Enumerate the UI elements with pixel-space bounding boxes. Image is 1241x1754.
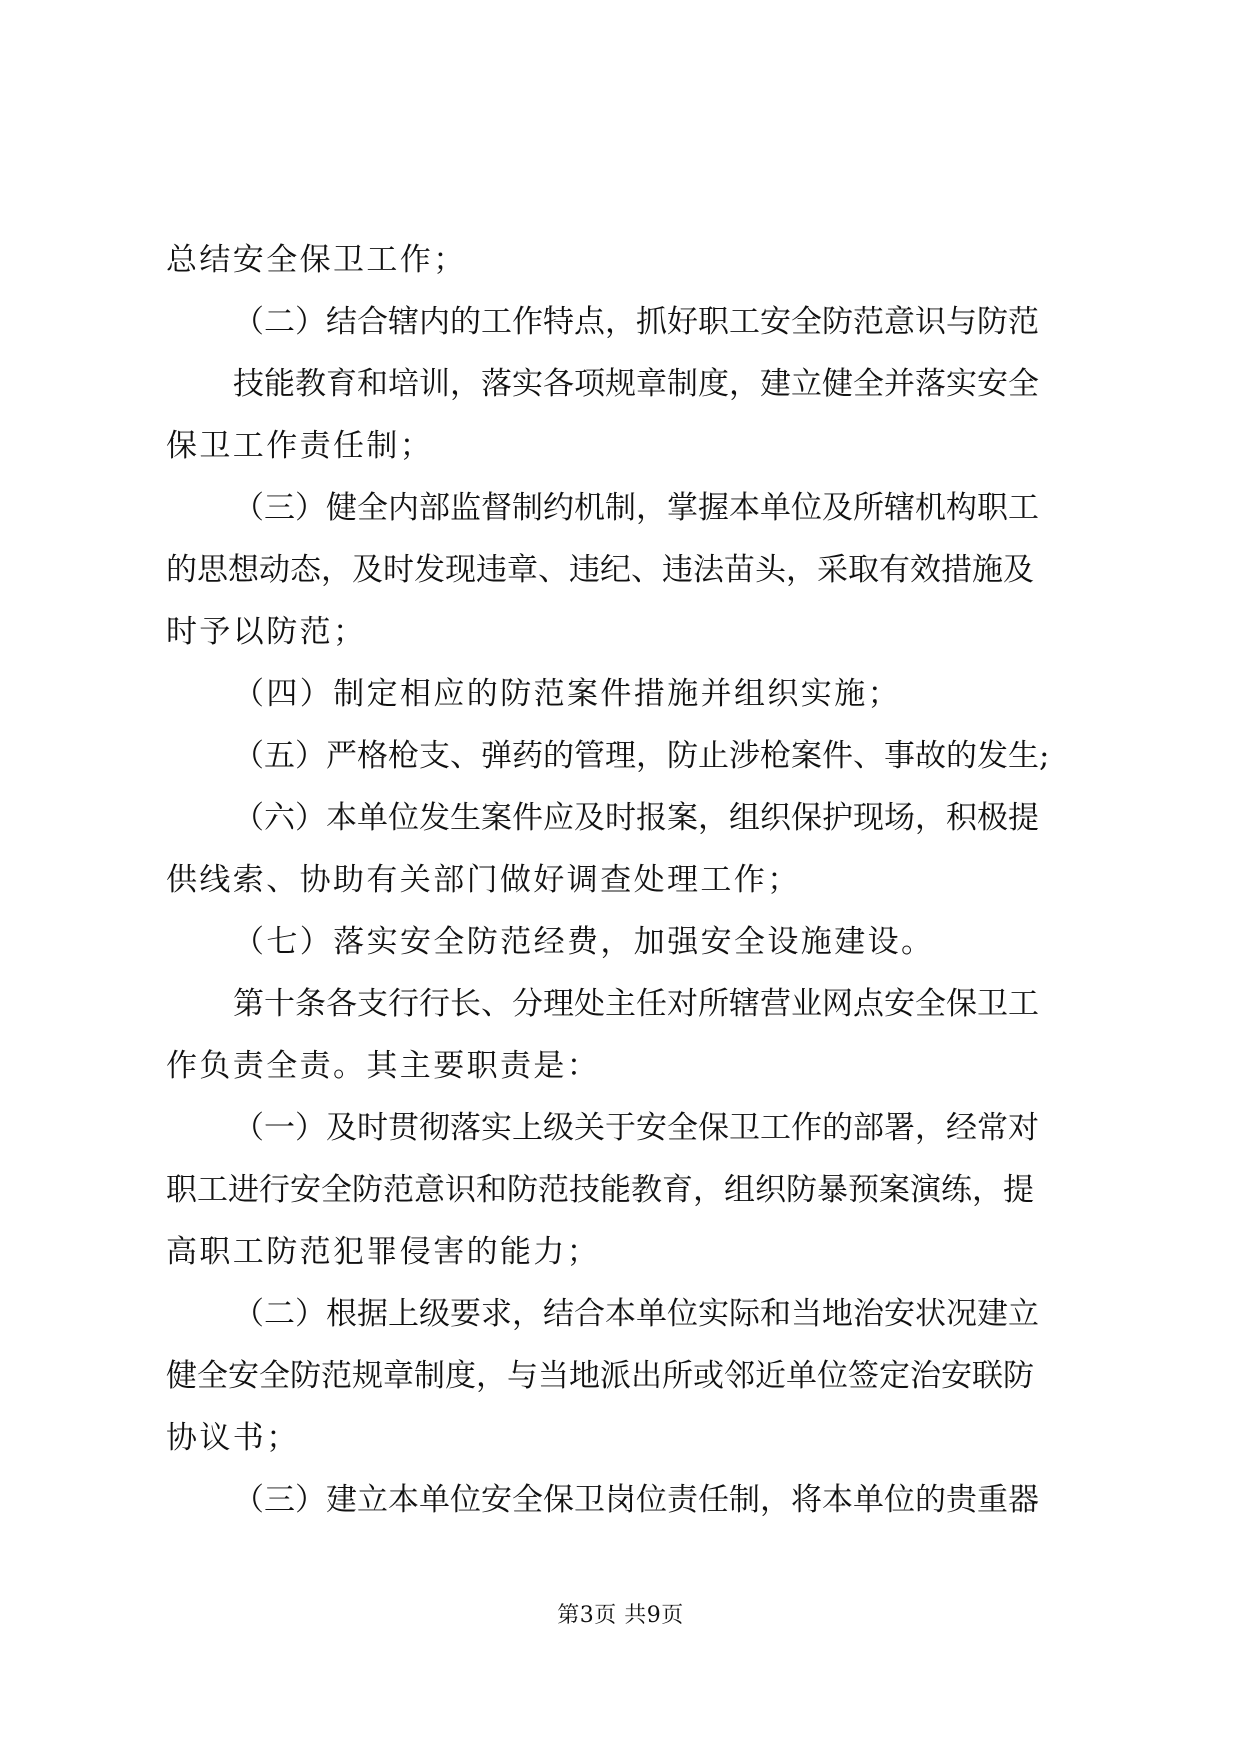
body-line: 作负责全责。其主要职责是： — [166, 1048, 601, 1084]
body-line: 职工进行安全防范意识和防范技能教育，组织防暴预案演练，提 — [166, 1172, 1034, 1208]
body-line: （三）健全内部监督制约机制，掌握本单位及所辖机构职工 — [233, 490, 1039, 526]
body-line: （二）根据上级要求，结合本单位实际和当地治安状况建立 — [233, 1296, 1039, 1332]
body-line: （七）落实安全防范经费，加强安全设施建设。 — [233, 924, 935, 960]
body-line: （四）制定相应的防范案件措施并组织实施； — [233, 676, 901, 712]
body-line: 的思想动态，及时发现违章、违纪、违法苗头，采取有效措施及 — [166, 552, 1034, 588]
page-number-footer: 第3页 共9页 — [557, 1603, 684, 1628]
body-line: 技能教育和培训，落实各项规章制度，建立健全并落实安全 — [233, 366, 1039, 402]
body-line: （五）严格枪支、弹药的管理，防止涉枪案件、事故的发生; — [233, 738, 1050, 774]
body-line: （一）及时贯彻落实上级关于安全保卫工作的部署，经常对 — [233, 1110, 1039, 1146]
body-line: 健全安全防范规章制度，与当地派出所或邻近单位签定治安联防 — [166, 1358, 1034, 1394]
body-line: 时予以防范； — [166, 614, 367, 650]
body-line: 第十条各支行行长、分理处主任对所辖营业网点安全保卫工 — [233, 986, 1039, 1022]
body-line: 高职工防范犯罪侵害的能力； — [166, 1234, 601, 1270]
body-line: 总结安全保卫工作； — [166, 242, 467, 278]
body-line: 协议书； — [166, 1420, 300, 1456]
body-line: （六）本单位发生案件应及时报案，组织保护现场，积极提 — [233, 800, 1039, 836]
body-line: 保卫工作责任制； — [166, 428, 434, 464]
body-line: （二）结合辖内的工作特点，抓好职工安全防范意识与防范 — [233, 304, 1039, 340]
body-line: （三）建立本单位安全保卫岗位责任制，将本单位的贵重器 — [233, 1482, 1039, 1518]
body-line: 供线索、协助有关部门做好调查处理工作； — [166, 862, 801, 898]
